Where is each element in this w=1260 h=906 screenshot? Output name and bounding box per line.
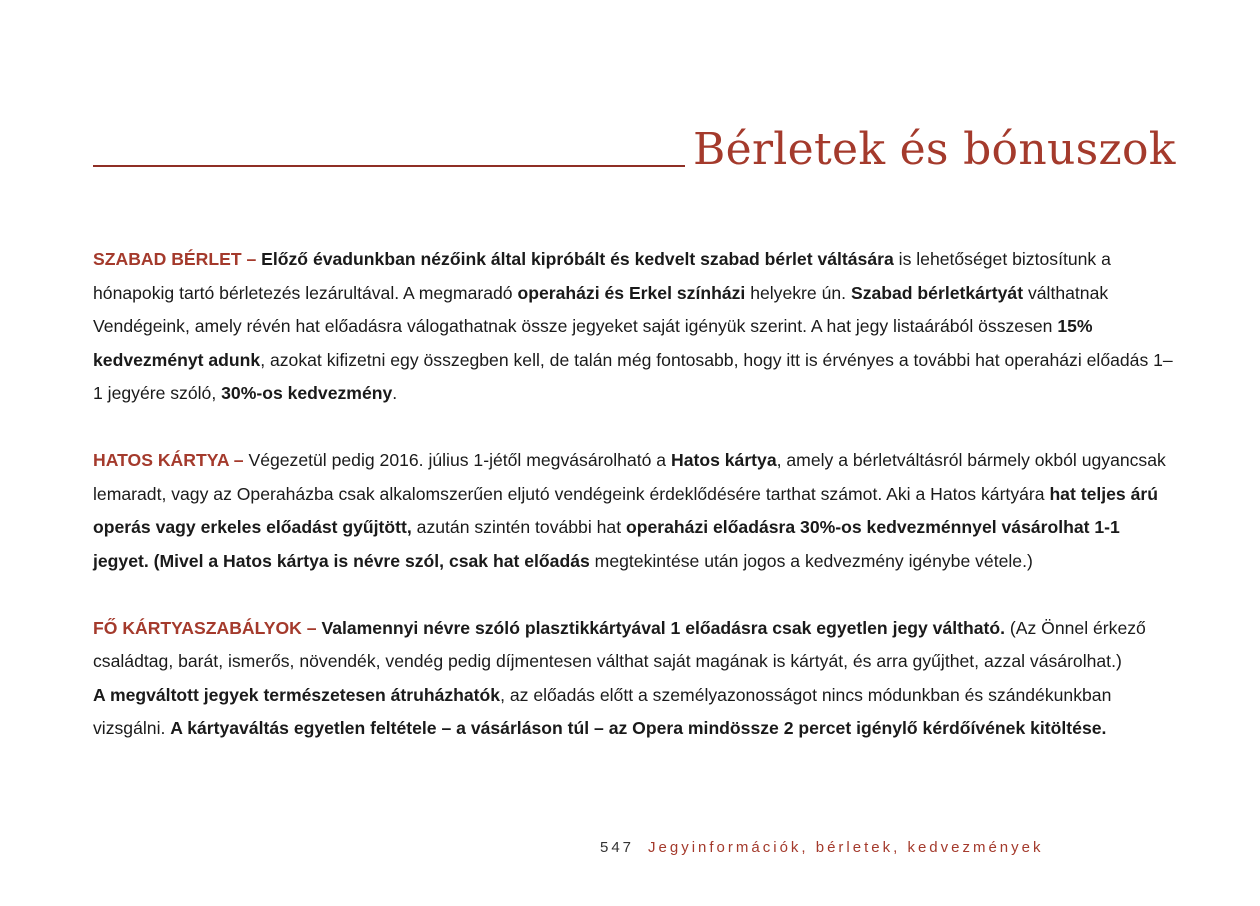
body-text: helyekre ún.: [750, 282, 847, 303]
section-lead: FŐ KÁRTYASZABÁLYOK –: [93, 617, 317, 638]
body-text: (Az Önnel érkező családtag, barát, ismerős, növendék, vendég pedig díjmentesen válthat saját magának is kártyát, és arra gyűjthet, azzal vásárolhat.): [93, 617, 1146, 671]
paragraph-gap: [93, 578, 1173, 612]
bold-text: Szabad bérletkártyát: [850, 282, 1024, 303]
section-lead: SZABAD BÉRLET –: [93, 249, 257, 269]
section-hatos-kartya: [93, 444, 1173, 578]
bold-text: Valamennyi névre szóló plasztikkártyával 1 előadásra csak egyetlen jegy váltható.: [321, 617, 1005, 638]
body-text: , az előadás előtt a személyazonosságot nincs módunkban és szándékunkban vizsgálni.: [93, 684, 1112, 738]
bold-text: 30%-os kedvezmény: [221, 383, 393, 403]
body-text: , azokat kifizetni egy összegben kell, de talán még fontosabb, hogy itt is érvényes a további hat operaházi előadás 1–1 jegyére szóló,: [93, 349, 1173, 403]
bold-text: Hatos kártya: [670, 450, 777, 470]
bold-text: A kártyaváltás egyetlen feltétele – a vásárláson túl – az Opera mindössze 2 percet igénylő kérdőívének kitöltése.: [170, 718, 1107, 738]
page-footer: [600, 837, 1044, 859]
section-fo-kartyaszabalyok: [93, 612, 1173, 679]
main-content: [93, 243, 1173, 746]
page-title: Bérletek és bónuszok: [693, 124, 1176, 175]
bold-text: operaházi előadásra 30%-os kedvezménnyel vásárolhat 1-1 jegyet. (Mivel a Hatos kártya is névre szól, csak hat előadás: [93, 517, 1120, 571]
section-lead: HATOS KÁRTYA –: [93, 450, 244, 470]
running-title: Jegyinformációk, bérletek, kedvezmények: [648, 839, 1044, 856]
paragraph-gap: [93, 411, 1173, 445]
bold-text: A megváltott jegyek természetesen átruházhatók: [93, 684, 501, 705]
bold-text: operaházi és Erkel színházi: [517, 282, 746, 303]
body-text: .: [392, 383, 398, 403]
bold-text: hat teljes árú operás vagy erkeles előadást gyűjtött,: [93, 483, 1158, 537]
body-text: is lehetőséget biztosítunk a hónapokig tartó bérletezés lezárultával. A megmaradó: [93, 249, 1111, 303]
bold-text: Előző évadunkban nézőink által kipróbált és kedvelt szabad bérlet váltására: [261, 249, 894, 269]
section-fo-kartyaszabalyok-cont: [93, 679, 1173, 746]
section-szabad-berlet: [93, 243, 1173, 411]
bold-text: 15% kedvezményt adunk: [93, 316, 1093, 370]
body-text: Végezetül pedig 2016. július 1-jétől megvásárolható a: [248, 450, 667, 470]
body-text: , amely a bérletváltásról bármely okból ugyancsak lemaradt, vagy az Operaházba csak alkalomszerűen eljutó vendégeink érdeklődésére tarthat számot. Aki a Hatos kártyára: [93, 450, 1166, 504]
page-number: 547: [600, 839, 635, 856]
body-text: válthatnak Vendégeink, amely révén hat előadásra válogathatnak össze jegyeket saját igényük szerint. A hat jegy listaárából összesen: [93, 282, 1109, 336]
title-rule: [93, 165, 685, 167]
body-text: megtekintése után jogos a kedvezmény igénybe vétele.): [594, 550, 1033, 571]
body-text: azután szintén további hat: [416, 517, 622, 537]
